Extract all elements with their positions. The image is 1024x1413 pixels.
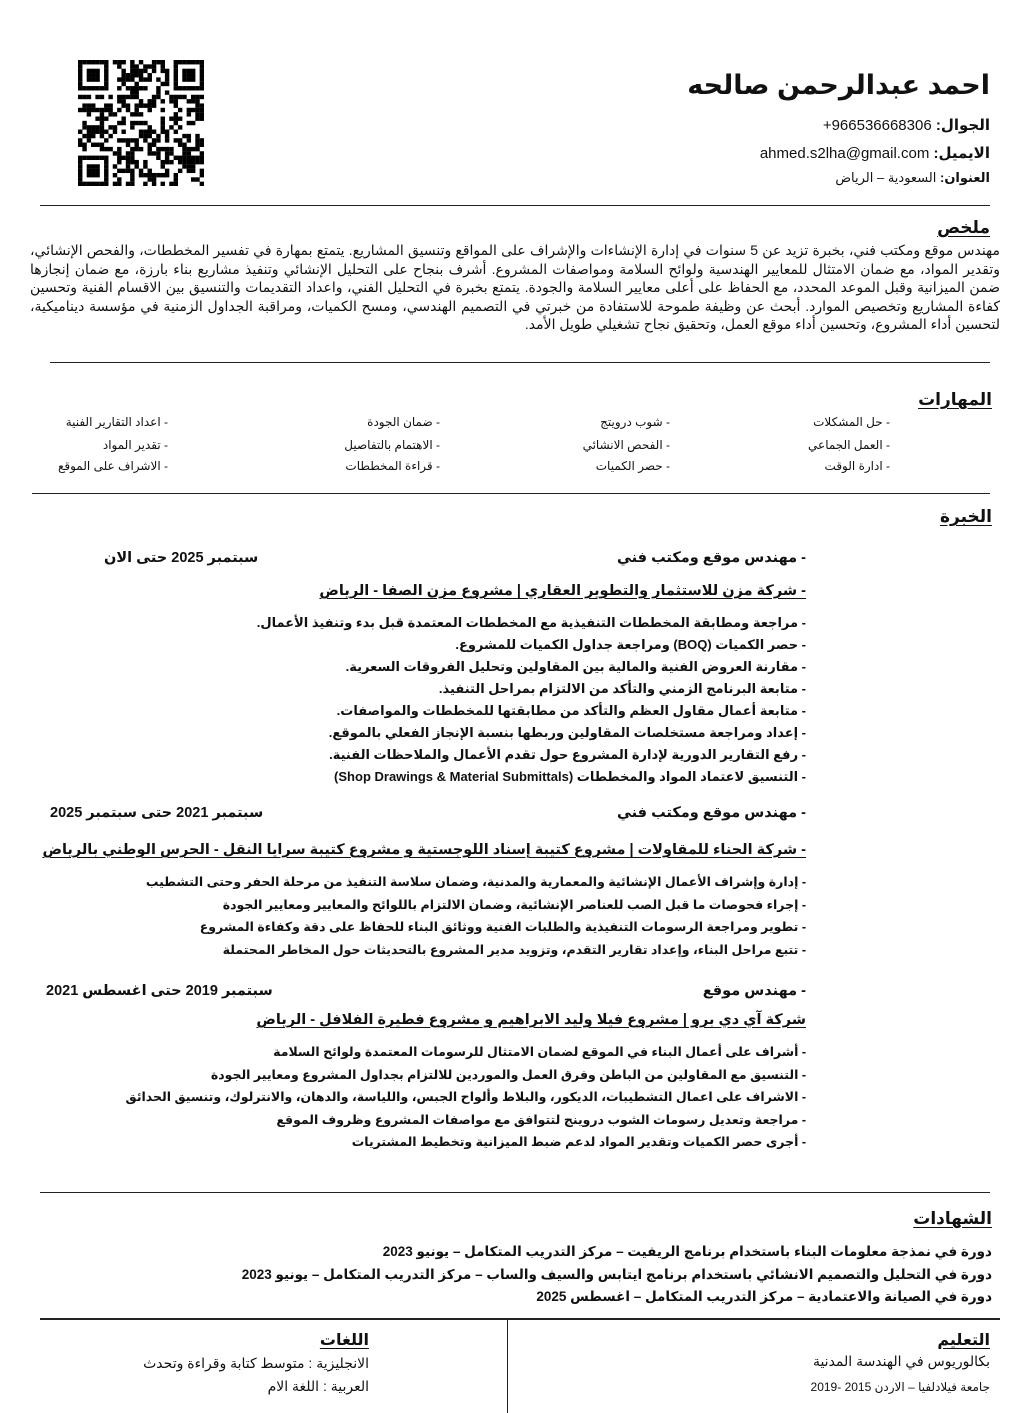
phone-value: +966536668306 xyxy=(822,117,932,134)
email-value[interactable]: ahmed.s2lha@gmail.com xyxy=(759,145,930,162)
skill-item: - ضمان الجودة xyxy=(367,415,440,429)
job-bullet: - مراجعة وتعديل رسومات الشوب دروينج لتتوافق مع مواصفات المشروع وظروف الموقع xyxy=(276,1112,806,1127)
skill-item: - الفحص الانشائي xyxy=(582,438,670,452)
skill-item: - اعداد التقارير الفنية xyxy=(65,415,168,429)
job-title: - مهندس موقع ومكتب فني xyxy=(616,550,806,566)
job-bullet: - تتبع مراحل البناء، وإعداد تقارير التقدم، وتزويد مدير المشروع بالتحديثات حول المخاطر المحتملة xyxy=(222,942,806,957)
job-bullet: - متابعة أعمال مقاول العظم والتأكد من مطابقتها للمخططات والمواصفات. xyxy=(336,703,806,718)
certificate-item: دورة في الصيانة والاعتمادية – مركز التدريب المتكامل – اغسطس 2025 xyxy=(536,1289,992,1304)
divider xyxy=(32,493,990,494)
certificates-list xyxy=(242,1241,992,1309)
skill-item: - الاشراف على الموقع xyxy=(57,459,168,473)
job-company: - شركة مزن للاستثمار والتطوير العقاري | مشروع مزن الصفا - الرياض xyxy=(319,583,806,599)
language-item: الانجليزية : متوسط كتابة وقراءة وتحدث xyxy=(143,1355,369,1371)
summary-heading: ملخص xyxy=(937,218,990,237)
education-heading: التعليم xyxy=(937,1332,990,1349)
qr-code xyxy=(78,60,204,186)
job-title: - مهندس موقع ومكتب فني xyxy=(616,805,806,821)
job-date: سبتمبر 2021 حتى سبتمبر 2025 xyxy=(50,805,264,821)
address-value: السعودية – الرياض xyxy=(835,170,937,185)
address-label: العنوان: xyxy=(939,170,990,185)
education-degree: بكالوريوس في الهندسة المدنية xyxy=(812,1353,990,1369)
job-bullet: - متابعة البرنامج الزمني والتأكد من الالتزام بمراحل التنفيذ. xyxy=(438,681,806,696)
experience-heading: الخبرة xyxy=(939,507,992,526)
address-row xyxy=(835,170,990,186)
skill-item: - ادارة الوقت xyxy=(824,459,890,473)
skill-item: - الاهتمام بالتفاصيل xyxy=(344,438,440,452)
language-item: العربية : اللغة الام xyxy=(267,1378,369,1394)
divider xyxy=(40,205,990,206)
phone-label: الجوال: xyxy=(935,117,990,134)
skill-item: - حصر الكميات xyxy=(595,459,670,473)
summary-text: مهندس موقع ومكتب فني، بخبرة تزيد عن 5 سنوات في إدارة الإنشاءات والإشراف على المواقع وتنسيق المشاريع. يتمتع بمهارة في تفسير المخططات، والفحص الإنشائي، وتقدير المواد، مع ضمان الامتثال للمعايير الهندسية ولوائح السلامة ومواصفات المشروع. أشرف بنجاح على التحليل الإنشائي وتنفيذ مشاريع بناء بارزة، مع ضمان إنجازها ضمن الميزانية وقبل الموعد المحدد، مع الحفاظ على أعلى معايير السلامة والجودة. يتمتع بخبرة في التحليل الفني، واعداد التقديمات والتنسيق بين الاقسام الفنية وتحسين كفاءة المشاريع وتخصيص الموارد. أبحث عن وظيفة طموحة للاستفادة من خبرتي في التصميم الهندسي، ومسح الكميات، ومراقبة الجداول الزمنية في مؤسسة ديناميكية، لتحسين أداء المشروع، وتحسين أداء موقع العمل، وتحقيق نجاح تشغيلي طويل الأمد. xyxy=(30,242,1000,333)
skills-heading: المهارات xyxy=(918,390,992,409)
certificate-item: دورة في التحليل والتصميم الانشائي باستخدام برنامج ايتابس والسيف والساب – مركز التدريب المتكامل – يونيو 2023 xyxy=(241,1266,992,1282)
job-bullet: - مراجعة ومطابقة المخططات التنفيذية مع المخططات المعتمدة قبل بدء وتنفيذ الأعمال. xyxy=(256,615,806,630)
education-university: جامعة فيلادلفيا – الاردن 2015 -2019 xyxy=(810,1380,990,1394)
job-bullet: - أشراف على أعمال البناء في الموقع لضمان الامتثال للرسومات المعتمدة ولوائح السلامة xyxy=(273,1045,806,1059)
skill-item: - حل المشكلات xyxy=(813,415,890,429)
job-bullet: - التنسيق مع المقاولين من الباطن وفرق العمل والموردين للالتزام بجداول المشروع ومعايير الجودة xyxy=(210,1067,806,1082)
email-row xyxy=(760,144,990,162)
job-bullet: - إدارة وإشراف الأعمال الإنشائية والمعمارية والمدنية، وضمان سلاسة التنفيذ من مرحلة الحفر وحتى التشطيب xyxy=(145,875,806,889)
languages-heading: اللغات xyxy=(319,1332,369,1349)
candidate-name: احمد عبدالرحمن صالحه xyxy=(687,70,990,100)
email-label: الايميل: xyxy=(933,145,990,162)
job-bullet: - تطوير ومراجعة الرسومات التنفيذية والطلبات الفنية ووثائق البناء للحفاظ على دقة وكفاءة المشروع xyxy=(199,920,806,934)
skill-item: - العمل الجماعي xyxy=(808,438,890,452)
skill-item: - شوب درويتج xyxy=(600,415,670,429)
job-date: سبتمبر 2019 حتى اغسطس 2021 xyxy=(46,983,273,999)
certificate-item: دورة في نمذجة معلومات البناء باستخدام برنامج الريفيت – مركز التدريب المتكامل – يونيو 2023 xyxy=(382,1244,992,1259)
skill-item: - قراءة المخططات xyxy=(345,459,440,473)
skill-item: - تقدير المواد xyxy=(102,438,168,452)
job-bullet: - الاشراف على اعمال التشطيبات، الديكور، والبلاط وألواح الجبس، واللياسة، والدهان، والانترلوك، وتنسيق الحدائق xyxy=(125,1090,806,1104)
job-bullet: - التنسيق لاعتماد المواد والمخططات (Shop Drawings & Material Submittals) xyxy=(334,769,806,784)
job-company: شركة آي دي برو | مشروع فيلا وليد الابراهيم و مشروع فطيرة الفلافل - الرياض xyxy=(256,1012,806,1028)
job-bullet: - إجراء فحوصات ما قبل الصب للعناصر الإنشائية، وضمان الالتزام باللوائح والمعايير ومعايير الجودة xyxy=(222,897,806,912)
job-title: - مهندس موقع xyxy=(702,983,806,999)
job-bullet: - أجرى حصر الكميات وتقدير المواد لدعم ضبط الميزانية وتخطيط المشتريات xyxy=(351,1135,806,1149)
job-bullet: - إعداد ومراجعة مستخلصات المقاولين وربطها بنسبة الإنجاز الفعلي بالموقع. xyxy=(328,725,806,740)
divider xyxy=(40,1318,1000,1320)
job-bullet: - حصر الكميات (BOQ) ومراجعة جداول الكميات للمشروع. xyxy=(455,637,806,652)
phone-row xyxy=(823,116,990,134)
job-bullet: - رفع التقارير الدورية لإدارة المشروع حول تقدم الأعمال والملاحظات الفنية. xyxy=(329,747,806,762)
certificates-heading: الشهادات xyxy=(913,1209,992,1228)
job-bullet: - مقارنة العروض الفنية والمالية بين المقاولين وتحليل الفروقات السعرية. xyxy=(345,659,806,674)
divider xyxy=(50,362,990,363)
column-divider xyxy=(507,1318,508,1413)
job-date: سبتمبر 2025 حتى الان xyxy=(104,550,259,566)
job-company: - شركة الحناء للمقاولات | مشروع كتيبة إسناد اللوجستية و مشروع كتيبة سرايا النقل - الحرس الوطني بالرياض xyxy=(42,842,806,858)
divider xyxy=(40,1192,990,1193)
